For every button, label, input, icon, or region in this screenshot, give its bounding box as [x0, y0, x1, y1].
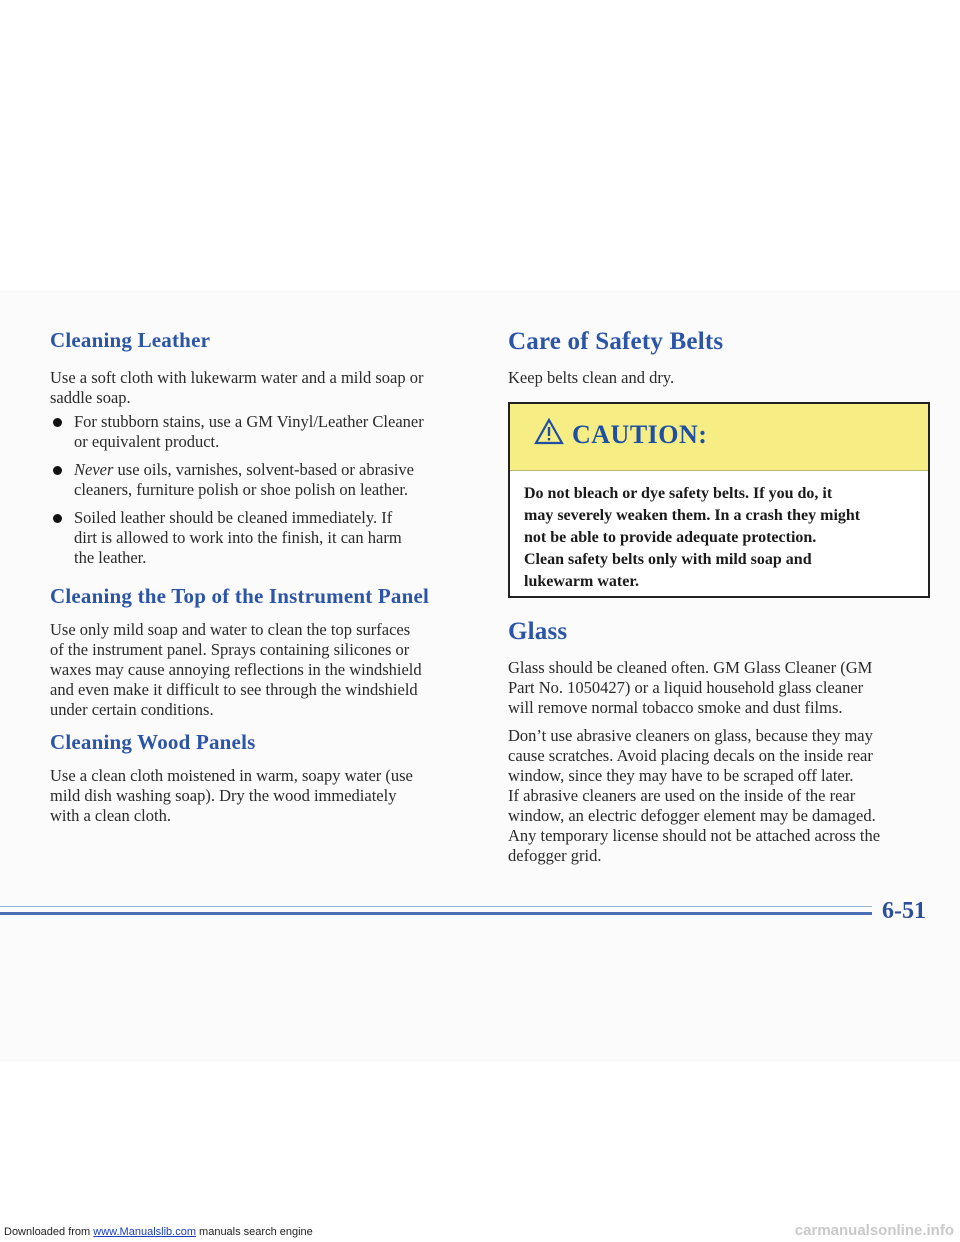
- bullet-icon: [53, 514, 62, 523]
- text-line: window, an electric defogger element may be damaged.: [508, 806, 876, 825]
- bullet-icon: [53, 418, 62, 427]
- text-line: Soiled leather should be cleaned immediately. If: [74, 508, 393, 527]
- page-rule: [0, 912, 872, 915]
- instrument-panel-text: [50, 620, 480, 720]
- caution-text: [510, 471, 928, 593]
- text-line: mild dish washing soap). Dry the wood immediately: [50, 786, 397, 805]
- text-line: may severely weaken them. In a crash they might: [524, 507, 861, 524]
- text-line: defogger grid.: [508, 846, 602, 865]
- safety-belts-text: Keep belts clean and dry.: [508, 368, 675, 387]
- list-item: [50, 460, 480, 500]
- caution-box: [508, 402, 930, 598]
- safety-belts-heading: Care of Safety Belts: [508, 328, 724, 355]
- text-line: saddle soap.: [50, 388, 131, 407]
- bullet-icon: [53, 466, 62, 475]
- list-item: [50, 412, 480, 452]
- footer-prefix: Downloaded from: [4, 1226, 94, 1238]
- footer-suffix: manuals search engine: [195, 1226, 313, 1238]
- text-line: not be able to provide adequate protection.: [524, 529, 817, 546]
- text-line: window, since they may have to be scraped off later.: [508, 766, 854, 785]
- text-line: lukewarm water.: [524, 573, 639, 590]
- text-line: cause scratches. Avoid placing decals on the inside rear: [508, 746, 873, 765]
- wood-panels-heading: Cleaning Wood Panels: [50, 730, 256, 754]
- cleaning-leather-heading: Cleaning Leather: [50, 328, 211, 352]
- instrument-panel-heading: Cleaning the Top of the Instrument Panel: [50, 584, 430, 608]
- text-line: Use a soft cloth with lukewarm water and a mild soap or: [50, 368, 424, 387]
- text-line: waxes may cause annoying reflections in the windshield: [50, 660, 422, 679]
- text-line: For stubborn stains, use a GM Vinyl/Leather Cleaner: [74, 412, 424, 431]
- text-line: Glass should be cleaned often. GM Glass Cleaner (GM: [508, 658, 873, 677]
- text-line: Use only mild soap and water to clean the top surfaces: [50, 620, 411, 639]
- text-line: Don’t use abrasive cleaners on glass, because they may: [508, 726, 873, 745]
- page-number: 6-51: [882, 898, 926, 924]
- text-line: Any temporary license should not be attached across the: [508, 826, 881, 845]
- text-line: Use a clean cloth moistened in warm, soapy water (use: [50, 766, 413, 785]
- text-line: Do not bleach or dye safety belts. If you do, it: [524, 485, 833, 502]
- wood-panels-text: [50, 766, 480, 826]
- download-footer: [4, 1226, 313, 1238]
- text-line: will remove normal tobacco smoke and dust films.: [508, 698, 843, 717]
- warning-triangle-icon: [534, 418, 564, 445]
- text-line: use oils, varnishes, solvent-based or abrasive: [113, 460, 414, 479]
- manualslib-link[interactable]: www.Manualslib.com: [93, 1226, 196, 1238]
- glass-heading: Glass: [508, 618, 568, 645]
- glass-paragraph-1: [508, 658, 938, 718]
- caution-header: [510, 404, 928, 471]
- text-line: Clean safety belts only with mild soap and: [524, 551, 812, 568]
- caution-title: CAUTION:: [572, 420, 708, 449]
- watermark: carmanualsonline.info: [794, 1222, 954, 1239]
- leather-bullet-list: [50, 412, 480, 568]
- text-line: with a clean cloth.: [50, 806, 171, 825]
- emphasis-text: Never: [74, 460, 114, 479]
- leather-intro: [50, 368, 480, 408]
- text-line: cleaners, furniture polish or shoe polish on leather.: [74, 480, 409, 499]
- text-line: If abrasive cleaners are used on the inside of the rear: [508, 786, 856, 805]
- text-line: and even make it difficult to see through the windshield: [50, 680, 418, 699]
- manual-page: [0, 290, 960, 1062]
- text-line: under certain conditions.: [50, 700, 214, 719]
- text-line: of the instrument panel. Sprays containing silicones or: [50, 640, 410, 659]
- glass-paragraph-2: [508, 726, 938, 866]
- text-line: Part No. 1050427) or a liquid household glass cleaner: [508, 678, 864, 697]
- list-item: [50, 508, 480, 568]
- page-rule-thin: [0, 906, 872, 907]
- text-line: or equivalent product.: [74, 432, 220, 451]
- text-line: the leather.: [74, 548, 147, 567]
- text-line: dirt is allowed to work into the finish, it can harm: [74, 528, 402, 547]
